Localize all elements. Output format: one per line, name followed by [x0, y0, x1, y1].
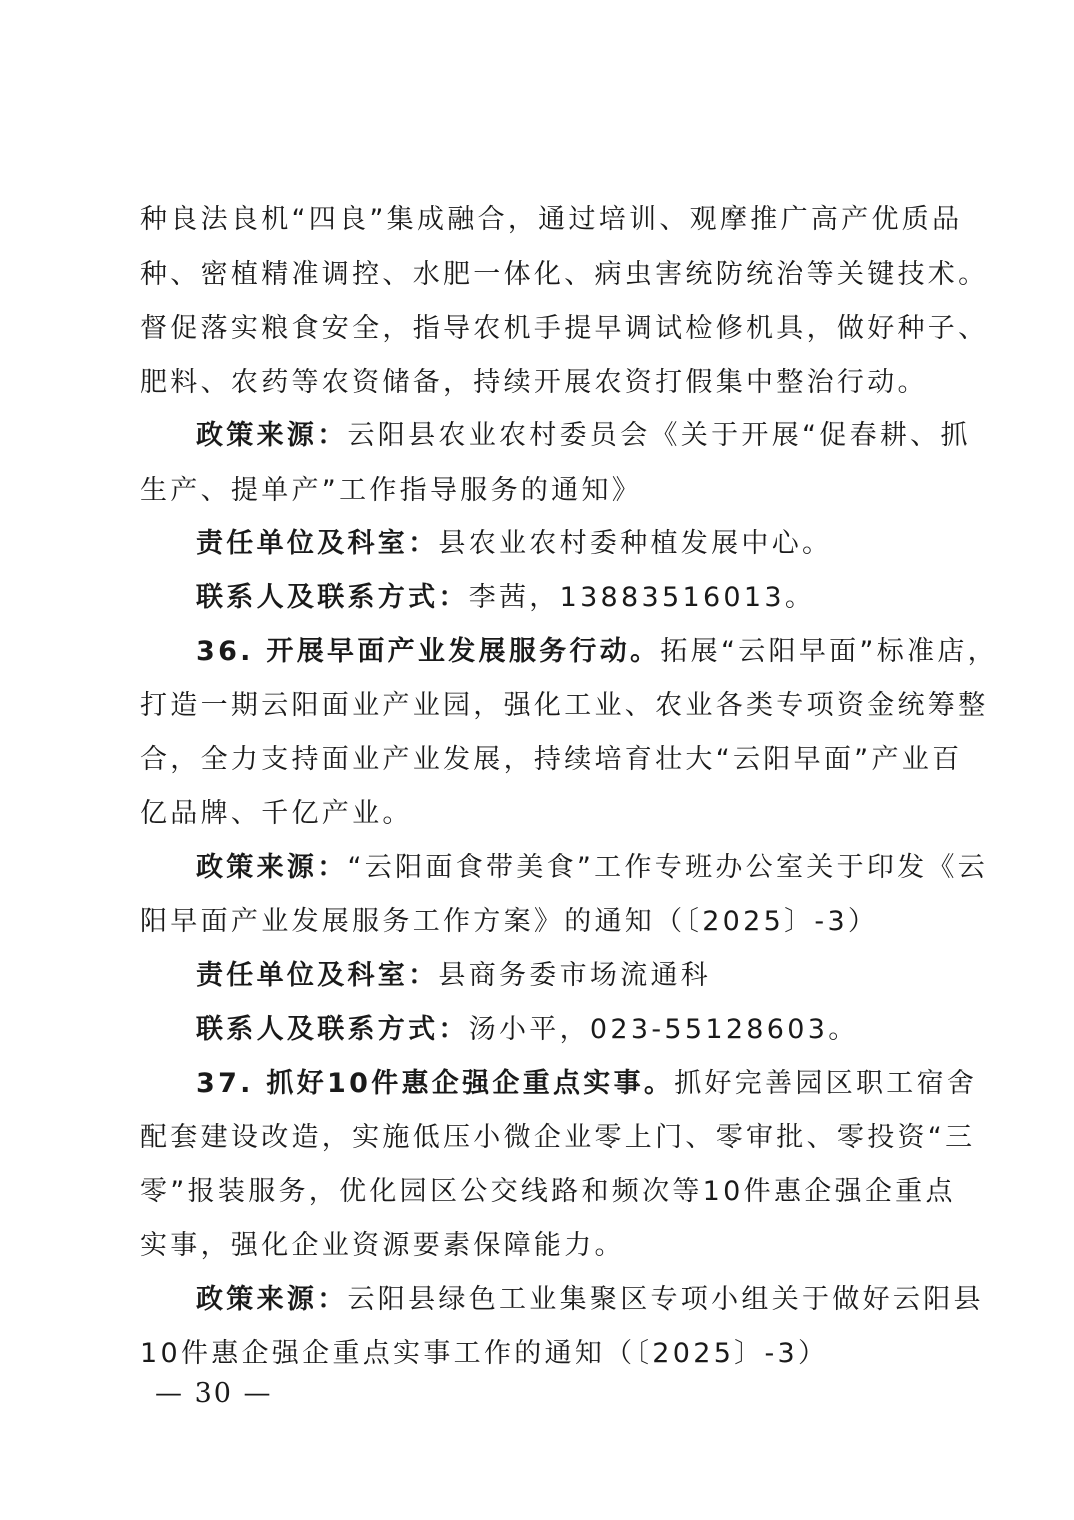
paragraph-line: 种良法良机“四良”集成融合，通过培训、观摩推广高产优质品 — [140, 204, 963, 235]
item-36-heading-line — [196, 633, 998, 671]
responsible-unit-text: 县农业农村委种植发展中心。 — [438, 528, 833, 559]
item-37-title: 37. 抓好10件惠企强企重点实事。 — [196, 1068, 675, 1099]
responsible-unit-text: 县商务委市场流通科 — [438, 960, 712, 991]
policy-source-line — [196, 1281, 984, 1319]
item-36-text: 拓展“云阳早面”标准店， — [660, 636, 998, 667]
policy-source-line — [196, 849, 989, 887]
paragraph-line: 零”报装服务，优化园区公交线路和频次等10件惠企强企重点 — [140, 1176, 956, 1207]
responsible-unit-line — [196, 957, 940, 995]
paragraph-line: 督促落实粮食安全，指导农机手提早调试检修机具，做好种子、 — [140, 313, 989, 344]
responsible-unit-label: 责任单位及科室： — [196, 960, 439, 991]
contact-line — [196, 579, 940, 617]
paragraph-line: 合，全力支持面业产业发展，持续培育壮大“云阳早面”产业百 — [140, 744, 963, 775]
policy-source-line — [196, 417, 971, 455]
policy-source-label: 政策来源： — [196, 1284, 348, 1315]
contact-label: 联系人及联系方式： — [196, 582, 469, 613]
item-37-heading-line — [196, 1065, 978, 1103]
policy-source-text: 云阳县绿色工业集聚区专项小组关于做好云阳县 — [347, 1284, 984, 1315]
policy-source-text: “云阳面食带美食”工作专班办公室关于印发《云 — [347, 852, 989, 883]
paragraph-line: 种、密植精准调控、水肥一体化、病虫害统防统治等关键技术。 — [140, 259, 989, 290]
responsible-unit-label: 责任单位及科室： — [196, 528, 439, 559]
policy-source-continued: 10件惠企强企重点实事工作的通知（〔2025〕-3） — [140, 1338, 829, 1369]
paragraph-line: 打造一期云阳面业产业园，强化工业、农业各类专项资金统筹整 — [140, 690, 989, 721]
policy-source-continued: 阳早面产业发展服务工作方案》的通知（〔2025〕-3） — [140, 906, 879, 937]
paragraph-line: 肥料、农药等农资储备，持续开展农资打假集中整治行动。 — [140, 367, 928, 398]
item-37-text: 抓好完善园区职工宿舍 — [674, 1068, 978, 1099]
policy-source-label: 政策来源： — [196, 420, 348, 451]
paragraph-line: 亿品牌、千亿产业。 — [140, 798, 413, 829]
contact-line — [196, 1011, 940, 1049]
paragraph-line: 实事，强化企业资源要素保障能力。 — [140, 1230, 625, 1261]
policy-source-label: 政策来源： — [196, 852, 348, 883]
paragraph-line: 配套建设改造，实施低压小微企业零上门、零审批、零投资“三 — [140, 1122, 976, 1153]
policy-source-text: 云阳县农业农村委员会《关于开展“促春耕、抓 — [347, 420, 971, 451]
contact-text: 李茜，13883516013。 — [468, 582, 816, 613]
policy-source-continued: 生产、提单产”工作指导服务的通知》 — [140, 475, 643, 506]
contact-label: 联系人及联系方式： — [196, 1014, 469, 1045]
responsible-unit-line — [196, 525, 940, 563]
item-36-title: 36. 开展早面产业发展服务行动。 — [196, 636, 661, 667]
page-number: — 30 — — [155, 1378, 273, 1409]
contact-text: 汤小平，023-55128603。 — [468, 1014, 859, 1045]
